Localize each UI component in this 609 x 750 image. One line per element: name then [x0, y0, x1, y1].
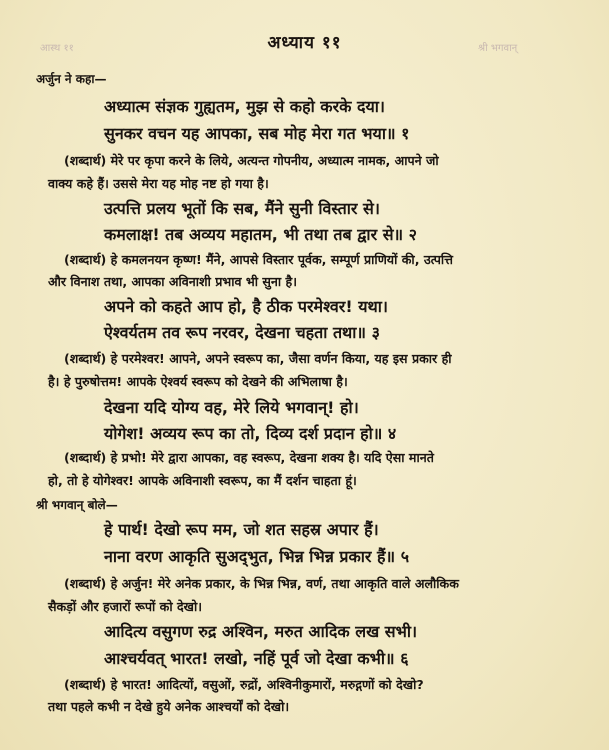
speaker-label-bhagavan: श्री भगवान् बोले—: [36, 498, 118, 512]
verse-line: अध्यात्म संज्ञक गुह्यतम, मुझ से कहो करके दया।: [104, 97, 385, 116]
verse-line: सुनकर वचन यह आपका, सब मोह मेरा गत भया॥ १: [104, 124, 410, 143]
verse-line: आदित्य वसुगण रुद्र अश्विन, मरुत आदिक लख सभी।: [104, 622, 418, 641]
commentary-line: (शब्दार्थ) हे अर्जुन! मेरे अनेक प्रकार, के भिन्न भिन्न, वर्ण, तथा आकृति वाले अलौकिक: [64, 576, 459, 591]
commentary-line: (शब्दार्थ) हे भारत! आदित्यों, वसुओं, रुद्रों, अश्विनीकुमारों, मरुद्गणों को देखो?: [64, 677, 424, 692]
verse-line: अपने को कहते आप हो, है ठीक परमेश्वर! यथा।: [104, 297, 388, 316]
verse-line: कमलाक्ष! तब अव्यय महातम, भी तथा तब द्वार से॥ २: [104, 225, 417, 244]
verse-line: उत्पत्ति प्रलय भूतों कि सब, मैंने सुनी विस्तार से।: [104, 199, 380, 218]
commentary-line: है। हे पुरुषोत्तम! आपके ऐश्वर्य स्वरूप को देखने की अभिलाषा है।: [48, 374, 348, 389]
bleed-through-text-left: आस्थ ११: [40, 43, 74, 54]
commentary-line: तथा पहले कभी न देखे हुये अनेक आश्चर्यों को देखो।: [48, 699, 290, 714]
commentary-line: (शब्दार्थ) हे प्रभो! मेरे द्वारा आपका, वह स्वरूप, देखना शक्य है। यदि ऐसा मानते: [64, 450, 434, 465]
verse-line: ऐश्वर्यतम तव रूप नरवर, देखना चहता तथा॥ ३: [104, 323, 380, 342]
commentary-line: हो, तो हे योगेश्वर! आपके अविनाशी स्वरूप, का मैं दर्शन चाहता हूं।: [48, 473, 357, 488]
commentary-line: और विनाश तथा, आपका अविनाशी प्रभाव भी सुना है।: [48, 274, 298, 289]
verse-line: आश्चर्यवत् भारत! लखो, नहिं पूर्व जो देखा कभी॥ ६: [104, 649, 409, 668]
speaker-label-arjuna: अर्जुन ने कहा—: [36, 72, 107, 86]
chapter-title: अध्याय ११: [267, 33, 342, 53]
verse-line: योगेश! अव्यय रूप का तो, दिव्य दर्श प्रदान हो॥ ४: [104, 424, 397, 443]
verse-line: हे पार्थ! देखो रूप मम, जो शत सहस्र अपार हैं।: [104, 520, 379, 539]
commentary-line: वाक्य कहे हैं। उससे मेरा यह मोह नष्ट हो गया है।: [48, 176, 269, 191]
verse-line: देखना यदि योग्य वह, मेरे लिये भगवान्! हो।: [104, 398, 359, 417]
bleed-through-text-right: श्री भगवान्: [478, 43, 518, 54]
verse-line: नाना वरण आकृति सुअद्‌भुत, भिन्न भिन्न प्रकार हैं॥ ५: [104, 547, 410, 566]
commentary-line: (शब्दार्थ) हे कमलनयन कृष्ण! मैंने, आपसे विस्तार पूर्वक, सम्पूर्ण प्राणियों की, उत्पत्ति: [64, 252, 453, 267]
commentary-line: (शब्दार्थ) मेरे पर कृपा करने के लिये, अत्यन्त गोपनीय, अध्यात्म नामक, आपने जो: [64, 153, 439, 168]
commentary-line: (शब्दार्थ) हे परमेश्वर! आपने, अपने स्वरूप का, जैसा वर्णन किया, यह इस प्रकार ही: [64, 351, 452, 366]
commentary-line: सैकड़ों और हजारों रूपों को देखो।: [48, 599, 203, 614]
